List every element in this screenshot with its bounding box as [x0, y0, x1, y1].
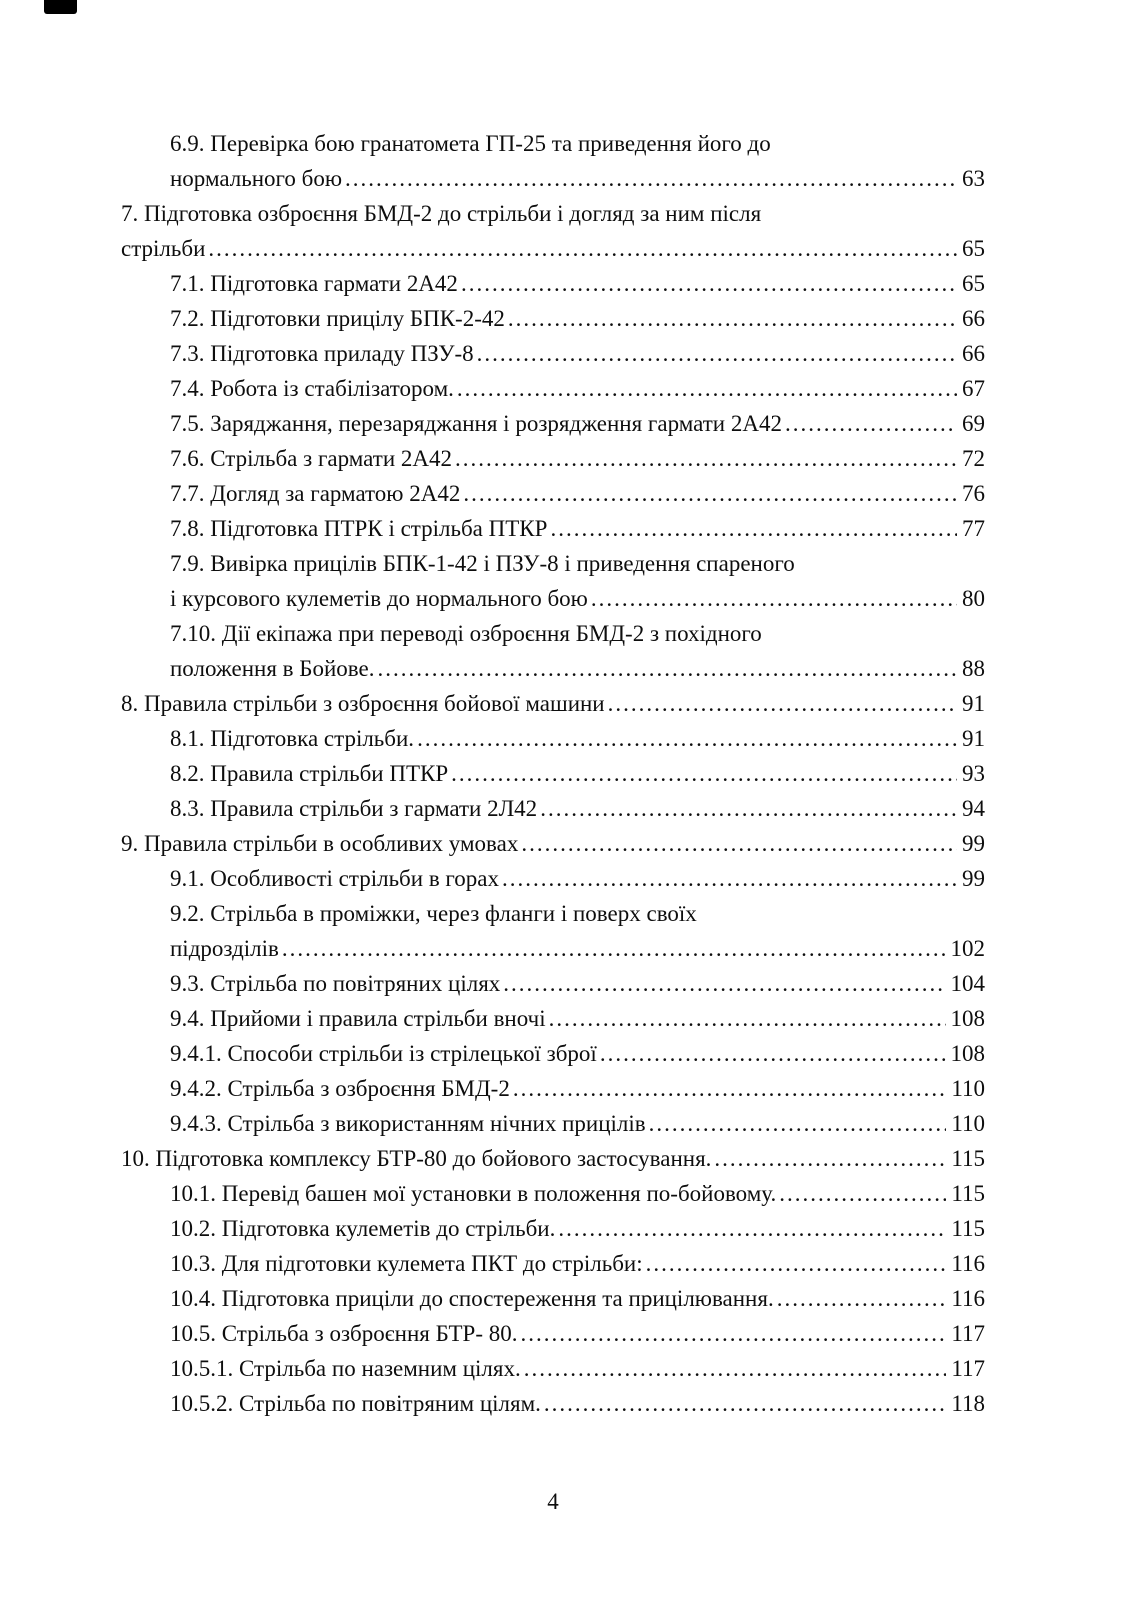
toc-entry — [121, 336, 985, 371]
toc-entry-wrap-line: 9.2. Стрільба в проміжки, через фланги і поверх своїх — [170, 901, 697, 926]
toc-entry-title: 8.2. Правила стрільби ПТКР — [170, 761, 449, 786]
toc-entry-page-number: 66 — [962, 341, 985, 366]
toc-entry-title: 10.2. Підготовка кулеметів до стрільби. — [170, 1216, 556, 1241]
toc-entry — [121, 1246, 985, 1281]
toc-entry — [121, 301, 985, 336]
toc-entry-leader-line — [170, 406, 985, 441]
toc-entry-page-number: 80 — [962, 586, 985, 611]
toc-entry-wrap-line: 6.9. Перевірка бою гранатомета ГП-25 та приведення його до — [170, 131, 771, 156]
toc-entry-leader-line — [170, 301, 985, 336]
toc-entry — [121, 686, 985, 721]
toc-entry-title: 9.4. Прийоми і правила стрільби вночі — [170, 1006, 546, 1031]
toc-entry-leader-line — [170, 581, 985, 616]
dot-leader — [608, 686, 957, 721]
toc-entry-page-number: 65 — [962, 236, 985, 261]
dot-leader — [502, 861, 957, 896]
toc-entry — [121, 371, 985, 406]
toc-entry-leader-line — [170, 476, 985, 511]
toc-entry-page-number: 116 — [951, 1286, 985, 1311]
dot-leader — [477, 336, 957, 371]
dot-leader — [591, 581, 957, 616]
toc-entry-page-number: 91 — [962, 691, 985, 716]
dot-leader — [508, 301, 957, 336]
dot-leader — [549, 1001, 946, 1036]
toc-entry-page-number: 108 — [950, 1041, 985, 1066]
toc-entry — [121, 1316, 985, 1351]
toc-entry-page-number: 115 — [951, 1181, 985, 1206]
toc-entry-page-number: 104 — [950, 971, 985, 996]
toc-entry-leader-line — [170, 1106, 985, 1141]
toc-entry — [121, 721, 985, 756]
toc-entry-title: 10.5.2. Стрільба по повітряним цілям. — [170, 1391, 541, 1416]
toc-entry-title: 9. Правила стрільби в особливих умовах — [121, 831, 519, 856]
toc-entry-title: 9.3. Стрільба по повітряних цілях — [170, 971, 501, 996]
toc-entry-page-number: 67 — [962, 376, 985, 401]
dot-leader — [345, 161, 957, 196]
toc-entry — [121, 1176, 985, 1211]
toc-entry-page-number: 94 — [962, 796, 985, 821]
toc-entry-page-number: 99 — [962, 866, 985, 891]
toc-entry-leader-line — [170, 1036, 985, 1071]
toc-entry-leader-line — [170, 756, 985, 791]
toc-entry-page-number: 72 — [962, 446, 985, 471]
toc-entry-page-number: 63 — [962, 166, 985, 191]
toc-entry-leader-line — [170, 861, 985, 896]
toc-entry-page-number: 77 — [962, 516, 985, 541]
toc-entry — [121, 511, 985, 546]
toc-entry-leader-line — [170, 791, 985, 826]
toc-entry — [121, 1281, 985, 1316]
toc-entry-leader-line — [170, 1071, 985, 1106]
toc-entry-title: 7.1. Підготовка гармати 2А42 — [170, 271, 458, 296]
toc-entry-leader-line — [170, 1176, 985, 1211]
dot-leader — [524, 1351, 947, 1386]
toc-entry-page-number: 115 — [951, 1216, 985, 1241]
toc-entry — [121, 1071, 985, 1106]
toc-entry-title: 7.2. Підготовки прицілу БПК-2-42 — [170, 306, 505, 331]
dot-leader — [779, 1176, 946, 1211]
toc-entry-page-number: 69 — [962, 411, 985, 436]
toc-entry-title: 10. Підготовка комплексу БТР-80 до бойового застосування. — [121, 1146, 712, 1171]
dot-leader — [377, 651, 957, 686]
toc-entry-leader-line — [170, 1316, 985, 1351]
toc-entry — [121, 406, 985, 441]
toc-entry-title: 7.3. Підготовка приладу ПЗУ-8 — [170, 341, 474, 366]
toc-entry-page-number: 66 — [962, 306, 985, 331]
toc-entry-page-number: 115 — [951, 1146, 985, 1171]
dot-leader — [521, 826, 957, 861]
toc-entry — [121, 546, 985, 616]
toc-entry — [121, 756, 985, 791]
toc-entry — [121, 266, 985, 301]
toc-entry-title: 10.3. Для підготовки кулемета ПКТ до стрільби: — [170, 1251, 643, 1276]
toc-entry — [121, 1001, 985, 1036]
toc-entry-page-number: 108 — [950, 1006, 985, 1031]
toc-entry — [121, 1141, 985, 1176]
scan-artifact — [44, 0, 77, 14]
dot-leader — [457, 371, 957, 406]
toc-entry-page-number: 76 — [962, 481, 985, 506]
toc-entry-title: 9.4.2. Стрільба з озброєння БМД-2 — [170, 1076, 510, 1101]
toc-entry-leader-line — [170, 721, 985, 756]
toc-entry-leader-line — [121, 231, 985, 266]
toc-entry-page-number: 110 — [951, 1111, 985, 1136]
toc-entry-wrap-line: 7.10. Дії екіпажа при переводі озброєння БМД-2 з похідного — [170, 621, 762, 646]
toc-entry-title: 7.4. Робота із стабілізатором. — [170, 376, 454, 401]
toc-entry-page-number: 93 — [962, 761, 985, 786]
toc-entry-leader-line — [170, 1281, 985, 1316]
page-number: 4 — [547, 1489, 559, 1514]
toc-entry-title: 10.1. Перевід башен мої установки в положення по-бойовому. — [170, 1181, 777, 1206]
toc-entry — [121, 1036, 985, 1071]
toc-entry-title: 8.1. Підготовка стрільби. — [170, 726, 415, 751]
toc-entry-title: 10.4. Підготовка приціли до спостереження та прицілювання. — [170, 1286, 774, 1311]
dot-leader — [461, 266, 957, 301]
toc-entry-page-number: 99 — [962, 831, 985, 856]
toc-entry-title: 7.5. Заряджання, перезаряджання і розрядження гармати 2А42 — [170, 411, 782, 436]
dot-leader — [282, 931, 946, 966]
toc-entry-title: 7.6. Стрільба з гармати 2А42 — [170, 446, 452, 471]
toc-entry-title: 7.7. Догляд за гарматою 2А42 — [170, 481, 461, 506]
toc-entry-page-number: 102 — [950, 936, 985, 961]
toc-entry — [121, 966, 985, 1001]
toc-entry — [121, 616, 985, 686]
toc-entry-title: 8.3. Правила стрільби з гармати 2Л42 — [170, 796, 538, 821]
page-content — [121, 126, 985, 1515]
toc-entry-leader-line — [121, 686, 985, 721]
page-footer — [121, 1489, 985, 1515]
dot-leader — [417, 721, 957, 756]
toc-entry-leader-line — [121, 826, 985, 861]
toc-entry-leader-line — [170, 1386, 985, 1421]
table-of-contents — [121, 126, 985, 1421]
dot-leader — [550, 511, 957, 546]
dot-leader — [544, 1386, 946, 1421]
toc-entry-wrap-line: 7. Підготовка озброєння БМД-2 до стрільби і догляд за ним після — [121, 201, 762, 226]
toc-entry-title: положення в Бойове. — [170, 656, 375, 681]
toc-entry-leader-line — [170, 1351, 985, 1386]
toc-entry-leader-line — [170, 1001, 985, 1036]
dot-leader — [785, 406, 957, 441]
toc-entry-page-number: 65 — [962, 271, 985, 296]
dot-leader — [208, 231, 957, 266]
toc-entry — [121, 1106, 985, 1141]
toc-entry — [121, 476, 985, 511]
toc-entry-page-number: 88 — [962, 656, 985, 681]
dot-leader — [558, 1211, 946, 1246]
toc-entry — [121, 1351, 985, 1386]
dot-leader — [463, 476, 957, 511]
dot-leader — [649, 1106, 947, 1141]
toc-entry — [121, 196, 985, 266]
toc-entry-leader-line — [170, 371, 985, 406]
toc-entry-leader-line — [121, 1141, 985, 1176]
toc-entry-page-number: 116 — [951, 1251, 985, 1276]
dot-leader — [503, 966, 945, 1001]
dot-leader — [540, 791, 957, 826]
dot-leader — [646, 1246, 947, 1281]
toc-entry-title: 10.5. Стрільба з озброєння БТР- 80. — [170, 1321, 518, 1346]
toc-entry — [121, 826, 985, 861]
toc-entry-leader-line — [170, 966, 985, 1001]
toc-entry-wrap-line: 7.9. Вивірка прицілів БПК-1-42 і ПЗУ-8 і приведення спареного — [170, 551, 795, 576]
toc-entry-title: нормального бою — [170, 166, 343, 191]
toc-entry-title: підрозділів — [170, 936, 279, 961]
toc-entry — [121, 1211, 985, 1246]
toc-entry — [121, 861, 985, 896]
toc-entry-title: 9.1. Особливості стрільби в горах — [170, 866, 499, 891]
toc-entry — [121, 896, 985, 966]
dot-leader — [600, 1036, 946, 1071]
toc-entry-title: 7.8. Підготовка ПТРК і стрільба ПТКР — [170, 516, 548, 541]
toc-entry-title: і курсового кулеметів до нормального бою — [170, 586, 588, 611]
toc-entry-page-number: 91 — [962, 726, 985, 751]
toc-entry-title: 9.4.1. Способи стрільби із стрілецької зброї — [170, 1041, 597, 1066]
toc-entry — [121, 1386, 985, 1421]
toc-entry-leader-line — [170, 1211, 985, 1246]
toc-entry-title: стрільби — [121, 236, 206, 261]
toc-entry — [121, 791, 985, 826]
toc-entry-title: 8. Правила стрільби з озброєння бойової машини — [121, 691, 605, 716]
toc-entry-title: 9.4.3. Стрільба з використанням нічних прицілів — [170, 1111, 646, 1136]
toc-entry-leader-line — [170, 441, 985, 476]
dot-leader — [451, 756, 957, 791]
toc-entry-leader-line — [170, 336, 985, 371]
toc-entry-leader-line — [170, 511, 985, 546]
toc-entry-leader-line — [170, 651, 985, 686]
toc-entry-leader-line — [170, 161, 985, 196]
toc-entry-title: 10.5.1. Стрільба по наземним цілях. — [170, 1356, 521, 1381]
dot-leader — [714, 1141, 946, 1176]
toc-entry-page-number: 118 — [951, 1391, 985, 1416]
toc-entry — [121, 441, 985, 476]
dot-leader — [513, 1071, 947, 1106]
toc-entry-leader-line — [170, 1246, 985, 1281]
toc-entry — [121, 126, 985, 196]
toc-entry-page-number: 117 — [951, 1321, 985, 1346]
toc-entry-leader-line — [170, 266, 985, 301]
dot-leader — [520, 1316, 946, 1351]
dot-leader — [777, 1281, 947, 1316]
toc-entry-page-number: 110 — [951, 1076, 985, 1101]
toc-entry-page-number: 117 — [951, 1356, 985, 1381]
toc-entry-leader-line — [170, 931, 985, 966]
dot-leader — [455, 441, 957, 476]
